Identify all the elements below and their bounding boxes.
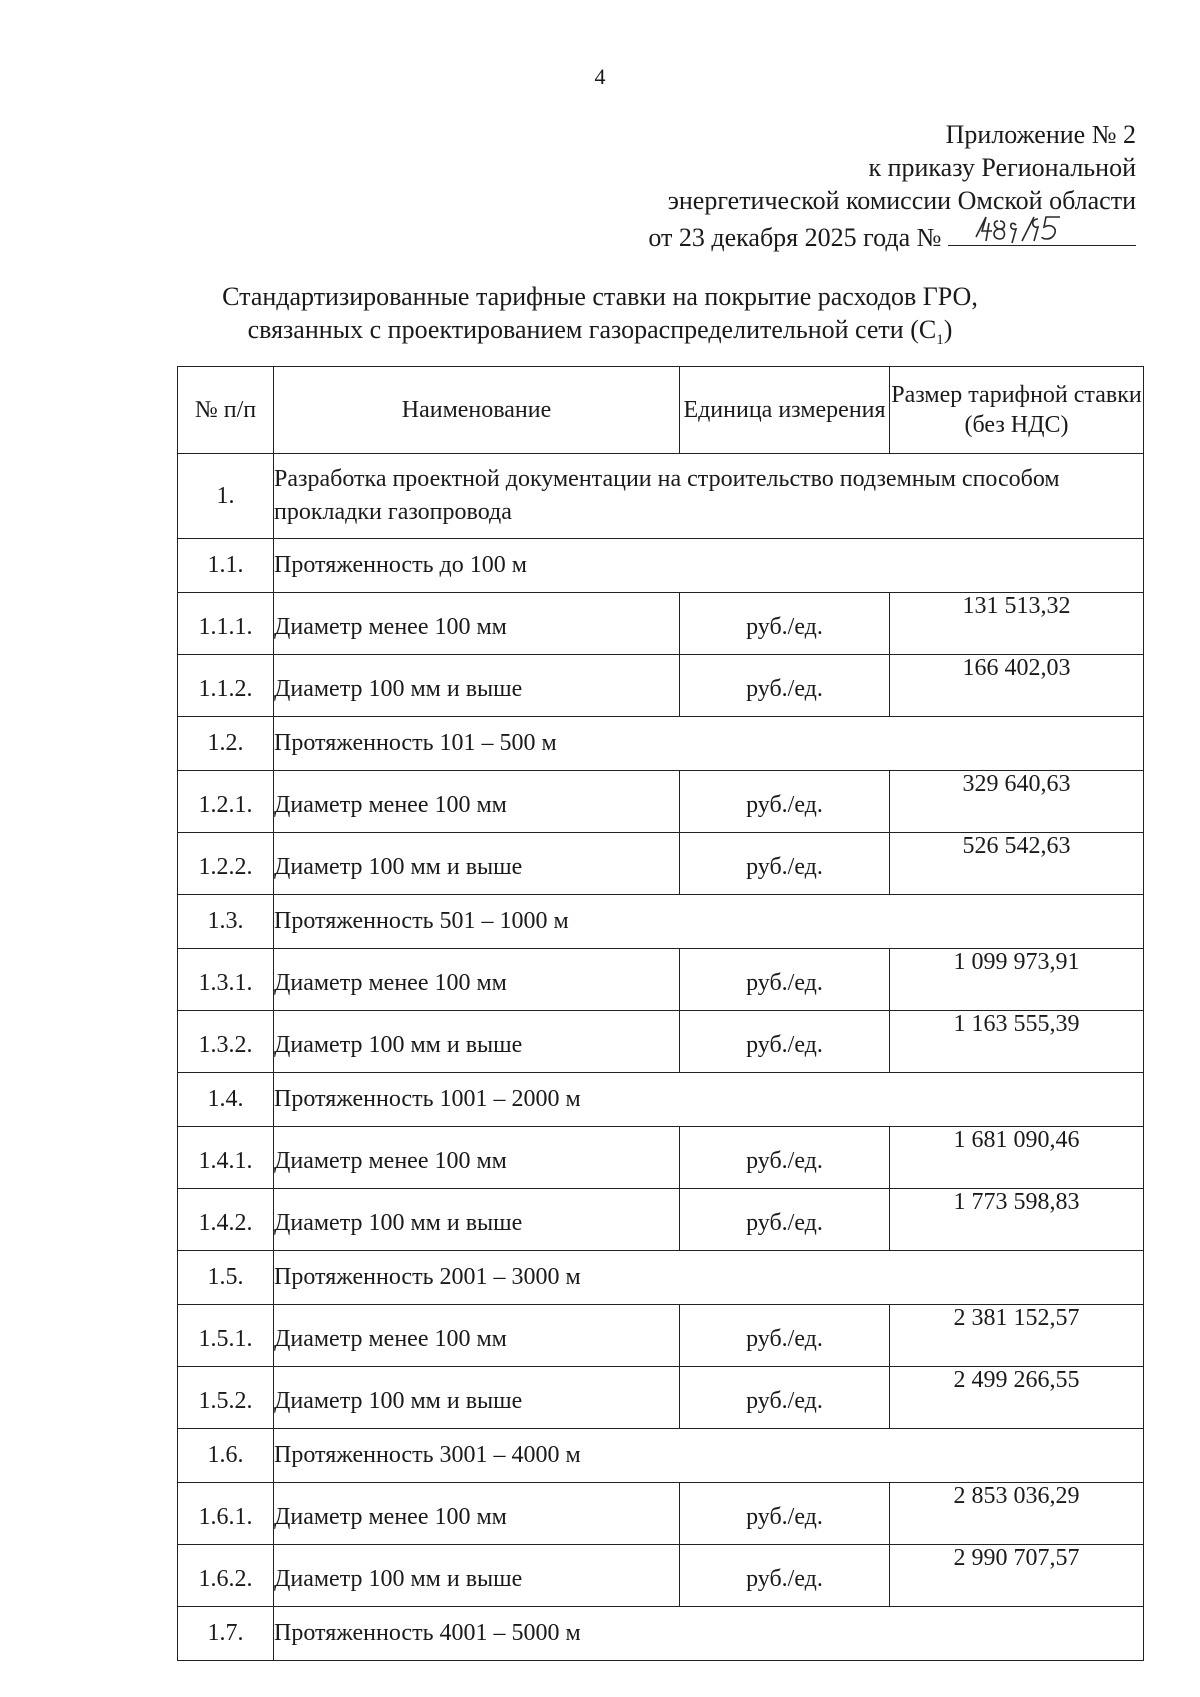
item-name: Диаметр 100 мм и выше [274, 1367, 680, 1429]
group-row [178, 1251, 1144, 1305]
item-num: 1.1.1. [178, 593, 274, 655]
item-num: 1.4.2. [178, 1189, 274, 1251]
item-name: Диаметр 100 мм и выше [274, 1011, 680, 1073]
document-title-subscript: 1 [936, 332, 944, 349]
item-num: 1.5.1. [178, 1305, 274, 1367]
table-row [178, 1127, 1144, 1189]
table-row [178, 1305, 1144, 1367]
document-title-closing: ) [943, 315, 953, 344]
table-row [178, 1483, 1144, 1545]
item-num: 1.6.1. [178, 1483, 274, 1545]
item-num: 1.1.2. [178, 655, 274, 717]
table-row [178, 949, 1144, 1011]
table-row [178, 771, 1144, 833]
item-unit: руб./ед. [680, 1367, 890, 1429]
group-name: Протяженность 2001 – 3000 м [274, 1251, 1144, 1305]
item-value: 131 513,32 [890, 593, 1144, 655]
group-name: Протяженность 4001 – 5000 м [274, 1607, 1144, 1661]
group-num: 1.3. [178, 895, 274, 949]
item-unit: руб./ед. [680, 1545, 890, 1607]
item-value: 2 990 707,57 [890, 1545, 1144, 1607]
table-row [178, 1545, 1144, 1607]
document-title-line1: Стандартизированные тарифные ставки на покрытие расходов ГРО, [222, 282, 978, 311]
table-row [178, 1189, 1144, 1251]
item-name: Диаметр менее 100 мм [274, 593, 680, 655]
item-value: 1 681 090,46 [890, 1127, 1144, 1189]
document-title-line2 [0, 313, 1200, 357]
item-num: 1.4.1. [178, 1127, 274, 1189]
table-row [178, 593, 1144, 655]
item-name: Диаметр менее 100 мм [274, 1127, 680, 1189]
item-num: 1.6.2. [178, 1545, 274, 1607]
item-num: 1.2.2. [178, 833, 274, 895]
section-row [178, 454, 1144, 539]
header-num: № п/п [178, 367, 274, 454]
item-name: Диаметр менее 100 мм [274, 771, 680, 833]
item-name: Диаметр 100 мм и выше [274, 655, 680, 717]
group-num: 1.1. [178, 539, 274, 593]
item-unit: руб./ед. [680, 655, 890, 717]
item-value: 1 163 555,39 [890, 1011, 1144, 1073]
item-unit: руб./ед. [680, 1189, 890, 1251]
item-unit: руб./ед. [680, 593, 890, 655]
document-title [0, 280, 1200, 357]
item-value: 329 640,63 [890, 771, 1144, 833]
appendix-title: Приложение № 2 [945, 120, 1136, 149]
group-num: 1.6. [178, 1429, 274, 1483]
item-unit: руб./ед. [680, 771, 890, 833]
item-value: 166 402,03 [890, 655, 1144, 717]
header-value: Размер тарифной ставки (без НДС) [890, 367, 1144, 454]
item-name: Диаметр 100 мм и выше [274, 833, 680, 895]
item-unit: руб./ед. [680, 1305, 890, 1367]
appendix-block [576, 118, 1136, 254]
item-name: Диаметр менее 100 мм [274, 1305, 680, 1367]
group-name: Протяженность 3001 – 4000 м [274, 1429, 1144, 1483]
table-row [178, 1011, 1144, 1073]
item-num: 1.3.2. [178, 1011, 274, 1073]
item-name: Диаметр менее 100 мм [274, 1483, 680, 1545]
group-row [178, 717, 1144, 771]
header-unit: Единица измерения [680, 367, 890, 454]
group-row [178, 1073, 1144, 1127]
document-title-line2-text: связанных с проектированием газораспределительной сети (С [247, 315, 937, 344]
group-row [178, 539, 1144, 593]
group-name: Протяженность 101 – 500 м [274, 717, 1144, 771]
item-unit: руб./ед. [680, 1127, 890, 1189]
group-name: Протяженность 1001 – 2000 м [274, 1073, 1144, 1127]
appendix-date: от 23 декабря 2025 года № [648, 223, 942, 252]
group-row [178, 1429, 1144, 1483]
item-value: 2 499 266,55 [890, 1367, 1144, 1429]
section-name: Разработка проектной документации на строительство подземным способом прокладки газопровода [274, 454, 1144, 539]
item-num: 1.3.1. [178, 949, 274, 1011]
item-value: 2 381 152,57 [890, 1305, 1144, 1367]
appendix-date-line [576, 217, 1136, 254]
appendix-order-ref: к приказу Региональной [868, 153, 1136, 182]
table-body [178, 454, 1144, 1661]
item-num: 1.5.2. [178, 1367, 274, 1429]
group-name: Протяженность до 100 м [274, 539, 1144, 593]
group-num: 1.5. [178, 1251, 274, 1305]
item-name: Диаметр менее 100 мм [274, 949, 680, 1011]
tariff-table [177, 366, 1144, 1661]
section-num: 1. [178, 454, 274, 539]
appendix-commission: энергетической комиссии Омской области [667, 186, 1136, 215]
item-name: Диаметр 100 мм и выше [274, 1189, 680, 1251]
group-name: Протяженность 501 – 1000 м [274, 895, 1144, 949]
table-row [178, 655, 1144, 717]
item-name: Диаметр 100 мм и выше [274, 1545, 680, 1607]
table-header-row [178, 367, 1144, 454]
group-num: 1.4. [178, 1073, 274, 1127]
group-row [178, 895, 1144, 949]
table-row [178, 1367, 1144, 1429]
group-row [178, 1607, 1144, 1661]
item-unit: руб./ед. [680, 949, 890, 1011]
group-num: 1.2. [178, 717, 274, 771]
item-unit: руб./ед. [680, 1011, 890, 1073]
item-value: 526 542,63 [890, 833, 1144, 895]
table-row [178, 833, 1144, 895]
order-number-handwritten [948, 217, 1136, 246]
item-value: 2 853 036,29 [890, 1483, 1144, 1545]
item-value: 1 099 973,91 [890, 949, 1144, 1011]
header-name: Наименование [274, 367, 680, 454]
page-number: 4 [594, 64, 606, 89]
handwritten-number-icon [972, 211, 1068, 245]
item-unit: руб./ед. [680, 1483, 890, 1545]
group-num: 1.7. [178, 1607, 274, 1661]
item-value: 1 773 598,83 [890, 1189, 1144, 1251]
item-num: 1.2.1. [178, 771, 274, 833]
item-unit: руб./ед. [680, 833, 890, 895]
